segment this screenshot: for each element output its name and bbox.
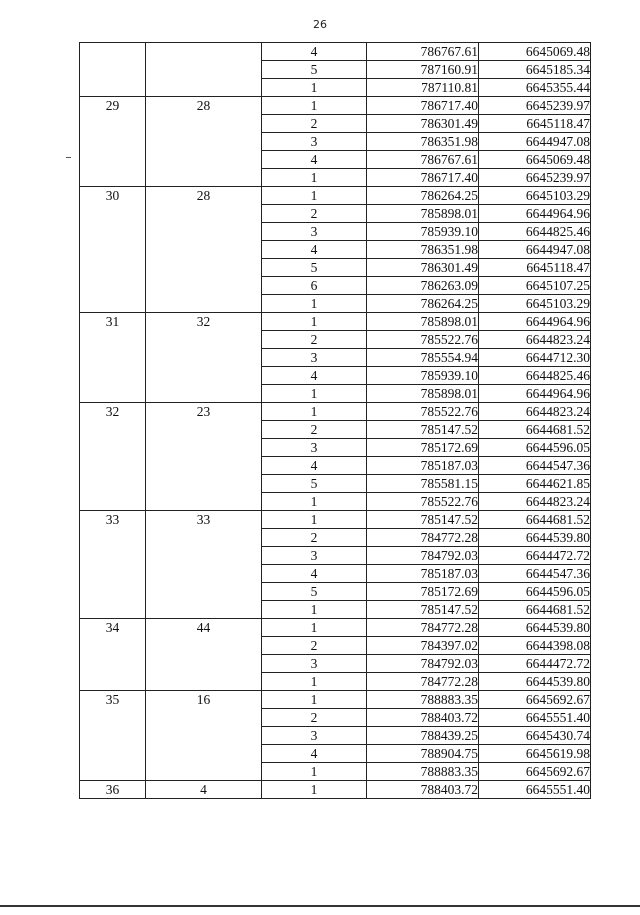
x-coordinate-cell: 785522.76 (367, 493, 479, 511)
reference-number-cell: 16 (146, 691, 262, 781)
parcel-number-cell: 32 (80, 403, 146, 511)
reference-number-cell: 28 (146, 187, 262, 313)
y-coordinate-cell: 6644823.24 (479, 403, 591, 421)
y-coordinate-cell: 6645692.67 (479, 691, 591, 709)
point-number-cell: 1 (262, 601, 367, 619)
x-coordinate-cell: 785898.01 (367, 385, 479, 403)
point-number-cell: 1 (262, 691, 367, 709)
y-coordinate-cell: 6645103.29 (479, 187, 591, 205)
x-coordinate-cell: 785898.01 (367, 313, 479, 331)
x-coordinate-cell: 787110.81 (367, 79, 479, 97)
table-row (80, 511, 591, 529)
table-row (80, 43, 591, 61)
y-coordinate-cell: 6645619.98 (479, 745, 591, 763)
reference-number-cell: 28 (146, 97, 262, 187)
point-number-cell: 1 (262, 673, 367, 691)
x-coordinate-cell: 785147.52 (367, 421, 479, 439)
x-coordinate-cell: 786767.61 (367, 43, 479, 61)
point-number-cell: 1 (262, 403, 367, 421)
point-number-cell: 1 (262, 295, 367, 313)
table-row (80, 97, 591, 115)
coordinates-table (79, 42, 591, 799)
y-coordinate-cell: 6644823.24 (479, 493, 591, 511)
reference-number-cell: 23 (146, 403, 262, 511)
y-coordinate-cell: 6644964.96 (479, 313, 591, 331)
x-coordinate-cell: 785939.10 (367, 367, 479, 385)
x-coordinate-cell: 784792.03 (367, 655, 479, 673)
y-coordinate-cell: 6644823.24 (479, 331, 591, 349)
page-number: 26 (313, 18, 327, 31)
point-number-cell: 1 (262, 385, 367, 403)
point-number-cell: 1 (262, 187, 367, 205)
x-coordinate-cell: 786717.40 (367, 97, 479, 115)
table-row (80, 187, 591, 205)
point-number-cell: 2 (262, 709, 367, 727)
x-coordinate-cell: 786717.40 (367, 169, 479, 187)
y-coordinate-cell: 6645118.47 (479, 259, 591, 277)
point-number-cell: 1 (262, 493, 367, 511)
y-coordinate-cell: 6644681.52 (479, 511, 591, 529)
y-coordinate-cell: 6645551.40 (479, 781, 591, 799)
parcel-number-cell (80, 43, 146, 97)
y-coordinate-cell: 6644539.80 (479, 529, 591, 547)
reference-number-cell: 32 (146, 313, 262, 403)
y-coordinate-cell: 6644539.80 (479, 619, 591, 637)
x-coordinate-cell: 784772.28 (367, 673, 479, 691)
x-coordinate-cell: 785522.76 (367, 331, 479, 349)
x-coordinate-cell: 785581.15 (367, 475, 479, 493)
x-coordinate-cell: 786351.98 (367, 133, 479, 151)
x-coordinate-cell: 785898.01 (367, 205, 479, 223)
y-coordinate-cell: 6645185.34 (479, 61, 591, 79)
y-coordinate-cell: 6644472.72 (479, 655, 591, 673)
x-coordinate-cell: 785187.03 (367, 565, 479, 583)
y-coordinate-cell: 6644825.46 (479, 367, 591, 385)
point-number-cell: 3 (262, 133, 367, 151)
x-coordinate-cell: 786263.09 (367, 277, 479, 295)
y-coordinate-cell: 6644964.96 (479, 205, 591, 223)
x-coordinate-cell: 785939.10 (367, 223, 479, 241)
point-number-cell: 3 (262, 349, 367, 367)
parcel-number-cell: 31 (80, 313, 146, 403)
parcel-number-cell: 35 (80, 691, 146, 781)
x-coordinate-cell: 785172.69 (367, 583, 479, 601)
x-coordinate-cell: 788883.35 (367, 691, 479, 709)
x-coordinate-cell: 786301.49 (367, 259, 479, 277)
point-number-cell: 1 (262, 619, 367, 637)
point-number-cell: 1 (262, 511, 367, 529)
x-coordinate-cell: 785147.52 (367, 601, 479, 619)
parcel-number-cell: 33 (80, 511, 146, 619)
point-number-cell: 3 (262, 223, 367, 241)
y-coordinate-cell: 6645239.97 (479, 169, 591, 187)
x-coordinate-cell: 786264.25 (367, 295, 479, 313)
y-coordinate-cell: 6645355.44 (479, 79, 591, 97)
y-coordinate-cell: 6644712.30 (479, 349, 591, 367)
y-coordinate-cell: 6644539.80 (479, 673, 591, 691)
point-number-cell: 4 (262, 367, 367, 385)
y-coordinate-cell: 6645239.97 (479, 97, 591, 115)
y-coordinate-cell: 6644596.05 (479, 583, 591, 601)
table-row (80, 781, 591, 799)
x-coordinate-cell: 788403.72 (367, 781, 479, 799)
y-coordinate-cell: 6644947.08 (479, 241, 591, 259)
y-coordinate-cell: 6644472.72 (479, 547, 591, 565)
parcel-number-cell: 29 (80, 97, 146, 187)
x-coordinate-cell: 784772.28 (367, 529, 479, 547)
y-coordinate-cell: 6644681.52 (479, 601, 591, 619)
x-coordinate-cell: 785187.03 (367, 457, 479, 475)
reference-number-cell: 4 (146, 781, 262, 799)
point-number-cell: 6 (262, 277, 367, 295)
table-row (80, 403, 591, 421)
x-coordinate-cell: 785147.52 (367, 511, 479, 529)
y-coordinate-cell: 6645069.48 (479, 151, 591, 169)
point-number-cell: 3 (262, 655, 367, 673)
parcel-number-cell: 30 (80, 187, 146, 313)
point-number-cell: 5 (262, 475, 367, 493)
y-coordinate-cell: 6645430.74 (479, 727, 591, 745)
y-coordinate-cell: 6645103.29 (479, 295, 591, 313)
point-number-cell: 1 (262, 169, 367, 187)
y-coordinate-cell: 6644964.96 (479, 385, 591, 403)
point-number-cell: 5 (262, 583, 367, 601)
point-number-cell: 4 (262, 151, 367, 169)
x-coordinate-cell: 784792.03 (367, 547, 479, 565)
y-coordinate-cell: 6644825.46 (479, 223, 591, 241)
point-number-cell: 3 (262, 547, 367, 565)
point-number-cell: 2 (262, 331, 367, 349)
reference-number-cell: 33 (146, 511, 262, 619)
point-number-cell: 4 (262, 43, 367, 61)
point-number-cell: 1 (262, 79, 367, 97)
y-coordinate-cell: 6644547.36 (479, 457, 591, 475)
x-coordinate-cell: 784772.28 (367, 619, 479, 637)
point-number-cell: 2 (262, 205, 367, 223)
point-number-cell: 1 (262, 763, 367, 781)
x-coordinate-cell: 785522.76 (367, 403, 479, 421)
parcel-number-cell: 36 (80, 781, 146, 799)
reference-number-cell (146, 43, 262, 97)
x-coordinate-cell: 785172.69 (367, 439, 479, 457)
point-number-cell: 3 (262, 439, 367, 457)
y-coordinate-cell: 6644596.05 (479, 439, 591, 457)
x-coordinate-cell: 787160.91 (367, 61, 479, 79)
table-row (80, 313, 591, 331)
point-number-cell: 4 (262, 565, 367, 583)
y-coordinate-cell: 6644398.08 (479, 637, 591, 655)
y-coordinate-cell: 6644621.85 (479, 475, 591, 493)
point-number-cell: 1 (262, 97, 367, 115)
y-coordinate-cell: 6645069.48 (479, 43, 591, 61)
x-coordinate-cell: 786264.25 (367, 187, 479, 205)
point-number-cell: 2 (262, 115, 367, 133)
y-coordinate-cell: 6645692.67 (479, 763, 591, 781)
point-number-cell: 2 (262, 529, 367, 547)
x-coordinate-cell: 786767.61 (367, 151, 479, 169)
point-number-cell: 4 (262, 241, 367, 259)
point-number-cell: 1 (262, 781, 367, 799)
point-number-cell: 2 (262, 421, 367, 439)
x-coordinate-cell: 784397.02 (367, 637, 479, 655)
y-coordinate-cell: 6644681.52 (479, 421, 591, 439)
point-number-cell: 5 (262, 61, 367, 79)
point-number-cell: 1 (262, 313, 367, 331)
parcel-number-cell: 34 (80, 619, 146, 691)
table-row (80, 619, 591, 637)
point-number-cell: 4 (262, 745, 367, 763)
coordinates-table-body (80, 43, 591, 799)
x-coordinate-cell: 786351.98 (367, 241, 479, 259)
table-row (80, 691, 591, 709)
x-coordinate-cell: 788439.25 (367, 727, 479, 745)
coordinates-table-wrapper (79, 42, 591, 875)
x-coordinate-cell: 786301.49 (367, 115, 479, 133)
x-coordinate-cell: 785554.94 (367, 349, 479, 367)
y-coordinate-cell: 6645118.47 (479, 115, 591, 133)
y-coordinate-cell: 6644947.08 (479, 133, 591, 151)
y-coordinate-cell: 6645551.40 (479, 709, 591, 727)
y-coordinate-cell: 6645107.25 (479, 277, 591, 295)
point-number-cell: 4 (262, 457, 367, 475)
y-coordinate-cell: 6644547.36 (479, 565, 591, 583)
scan-mark (66, 157, 71, 158)
x-coordinate-cell: 788403.72 (367, 709, 479, 727)
bottom-rule (0, 905, 640, 907)
point-number-cell: 5 (262, 259, 367, 277)
x-coordinate-cell: 788904.75 (367, 745, 479, 763)
point-number-cell: 3 (262, 727, 367, 745)
reference-number-cell: 44 (146, 619, 262, 691)
point-number-cell: 2 (262, 637, 367, 655)
x-coordinate-cell: 788883.35 (367, 763, 479, 781)
